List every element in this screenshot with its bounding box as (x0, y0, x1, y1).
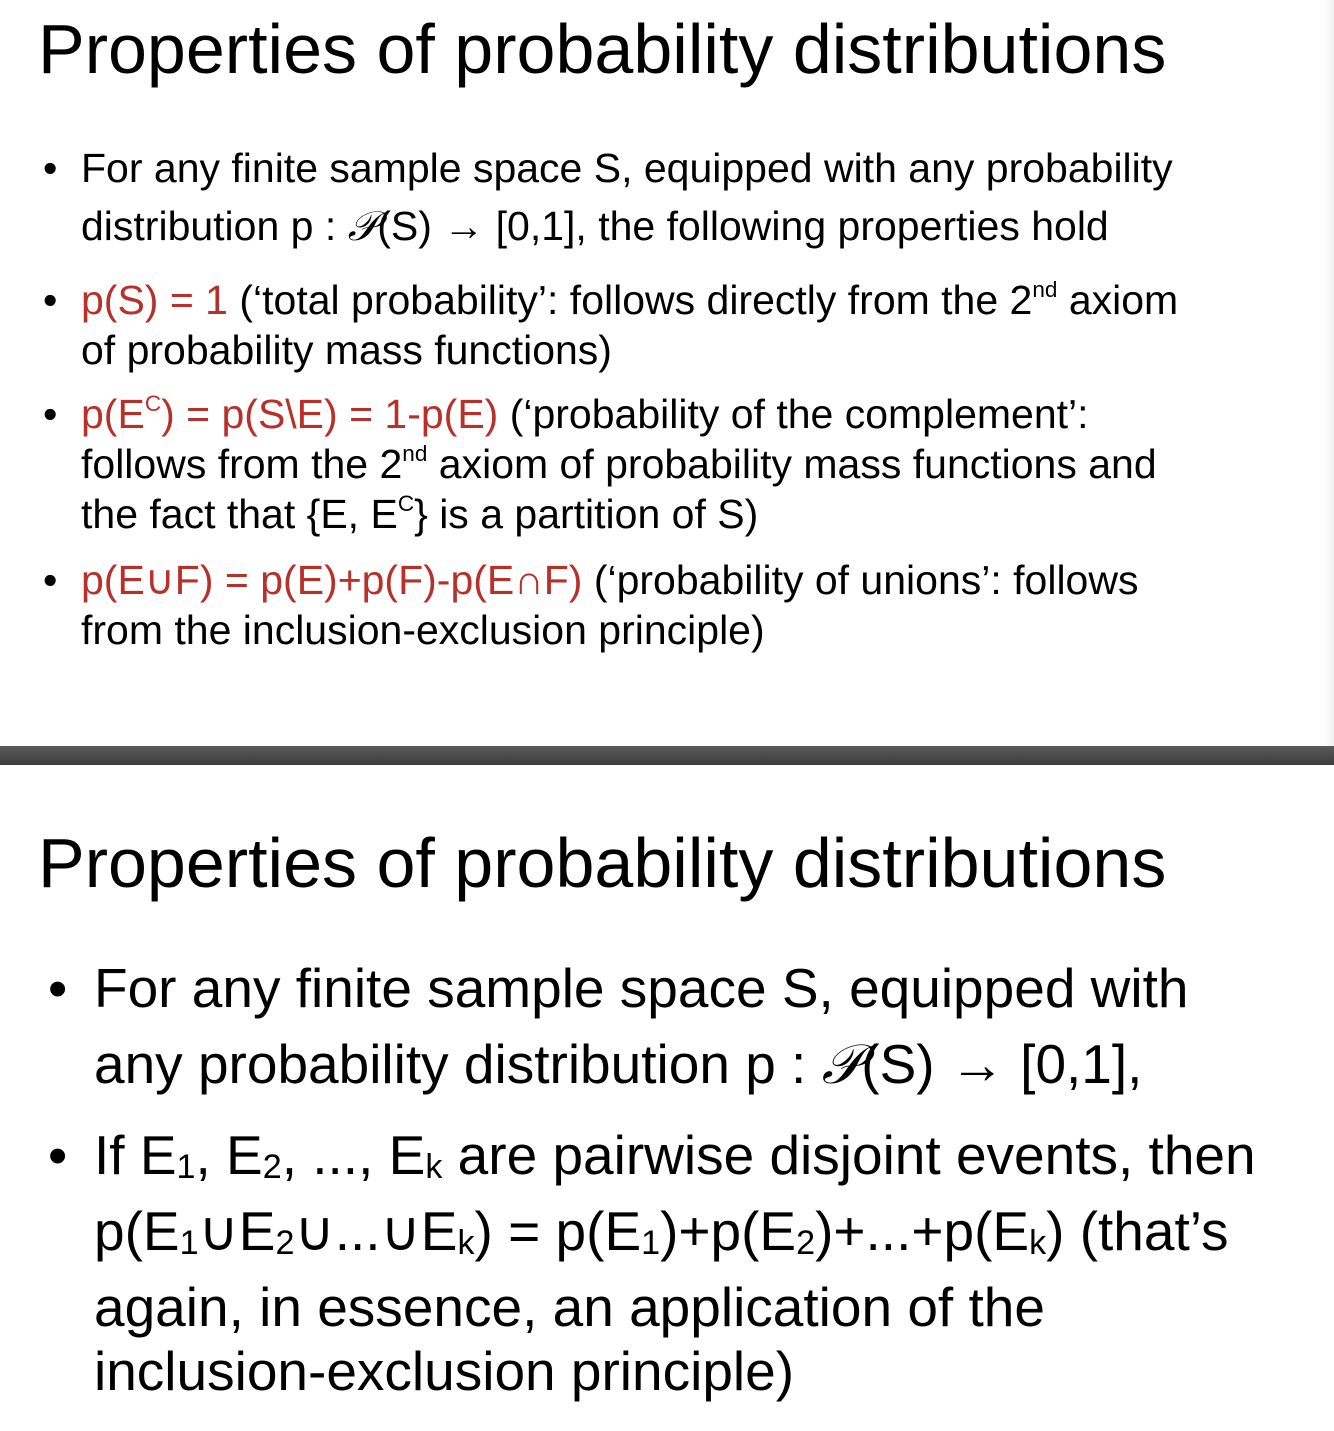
text-fragment: ∪...∪E (294, 1200, 458, 1263)
text-fragment: , E (195, 1124, 263, 1186)
slide-2-bullet-2 (48, 1123, 1256, 1403)
bullet-2-line-4: inclusion-exclusion principle) (94, 1340, 795, 1403)
subscript: 1 (179, 1224, 199, 1263)
bullet-3-line-3 (81, 489, 1157, 539)
bullet-2-line-2: of probability mass functions) (81, 327, 612, 373)
slide-2-bullet-1 (48, 950, 1189, 1102)
subscript: k (425, 1148, 443, 1187)
subscript: 2 (262, 1148, 282, 1187)
formula-total-probability: p(S) = 1 (81, 277, 228, 323)
slide-1-bullet-2 (43, 275, 1179, 375)
superscript: nd (402, 441, 428, 467)
bullet-dot: • (48, 1124, 68, 1186)
text-fragment: are pairwise disjoint events, then (442, 1124, 1256, 1186)
bullet-dot: • (43, 557, 58, 603)
text-fragment: (S) → [0,1], the following properties hold (377, 203, 1109, 249)
text-fragment: (‘probability of unions’: follows (582, 557, 1139, 603)
bullet-1-line-2 (94, 1026, 1189, 1102)
superscript: C (397, 491, 415, 517)
bullet-dot: • (43, 391, 58, 437)
bullet-3-line-1 (81, 389, 1157, 439)
text-fragment: ) = p(E (474, 1200, 642, 1263)
subscript: k (457, 1224, 475, 1263)
bullet-dot: • (43, 145, 58, 191)
subscript: 2 (796, 1224, 816, 1263)
text-fragment: (‘probability of the complement’: (498, 391, 1089, 437)
slide-1-bullet-3 (43, 389, 1157, 539)
slide-1-bullet-4 (43, 555, 1139, 655)
slide-1-bullet-1 (43, 139, 1173, 255)
subscript: k (1029, 1224, 1047, 1263)
bullet-3-line-2 (81, 439, 1157, 489)
text-fragment: distribution p : (81, 203, 348, 249)
bullet-2-line-1 (81, 275, 1178, 325)
superscript: C (144, 391, 162, 417)
bullet-1-line-1: For any finite sample space S, equipped with any probability (81, 145, 1173, 191)
text-fragment: , ..., E (281, 1124, 426, 1186)
bullet-1-line-2 (81, 197, 1173, 255)
text-fragment: the fact that {E, E (81, 491, 398, 537)
bullet-1-line-1: For any finite sample space S, equipped with (94, 957, 1189, 1019)
subscript: 1 (176, 1148, 196, 1187)
bullet-dot: • (43, 277, 58, 323)
text-fragment: axiom of probability mass functions and (427, 441, 1157, 487)
bullet-2-line-1 (94, 1123, 1256, 1199)
text-fragment: any probability distribution p : (94, 1033, 822, 1095)
text-fragment: ∪E (198, 1200, 276, 1263)
text-fragment: ) = p(S\E) = 1-p(E) (161, 391, 499, 437)
slide-divider (0, 746, 1334, 765)
text-fragment: p(E (81, 391, 145, 437)
text-fragment: If E (94, 1124, 177, 1186)
bullet-dot: • (48, 957, 68, 1019)
text-fragment: } is a partition of S) (414, 491, 759, 537)
text-fragment: )+...+p(E (815, 1200, 1030, 1263)
power-set-symbol: 𝒫 (347, 202, 378, 250)
text-fragment: (‘total probability’: follows directly from the 2 (227, 277, 1033, 323)
bullet-2-line-3: again, in essence, an application of the (94, 1276, 1045, 1339)
slide-2-title: Properties of probability distributions (38, 824, 1167, 902)
superscript: nd (1032, 277, 1058, 303)
text-fragment: p(E (94, 1200, 180, 1263)
bullet-2-line-2 (94, 1199, 1256, 1275)
power-set-symbol: 𝒫 (821, 1032, 862, 1096)
slide-2 (0, 765, 1334, 1431)
text-fragment: )+p(E (660, 1200, 797, 1263)
formula-union: p(E∪F) = p(E)+p(F)-p(E∩F) (81, 557, 583, 603)
subscript: 2 (275, 1224, 295, 1263)
text-fragment: follows from the 2 (81, 441, 403, 487)
bullet-4-line-2: from the inclusion-exclusion principle) (81, 607, 765, 653)
formula-complement (81, 391, 498, 437)
text-fragment: ) (that’s (1046, 1200, 1229, 1263)
text-fragment: axiom (1057, 277, 1179, 323)
text-fragment: (S) → [0,1], (861, 1033, 1143, 1095)
slide-1-title: Properties of probability distributions (38, 10, 1167, 88)
bullet-4-line-1 (81, 555, 1138, 605)
slide-edge-shadow (1324, 0, 1334, 746)
subscript: 1 (641, 1224, 661, 1263)
